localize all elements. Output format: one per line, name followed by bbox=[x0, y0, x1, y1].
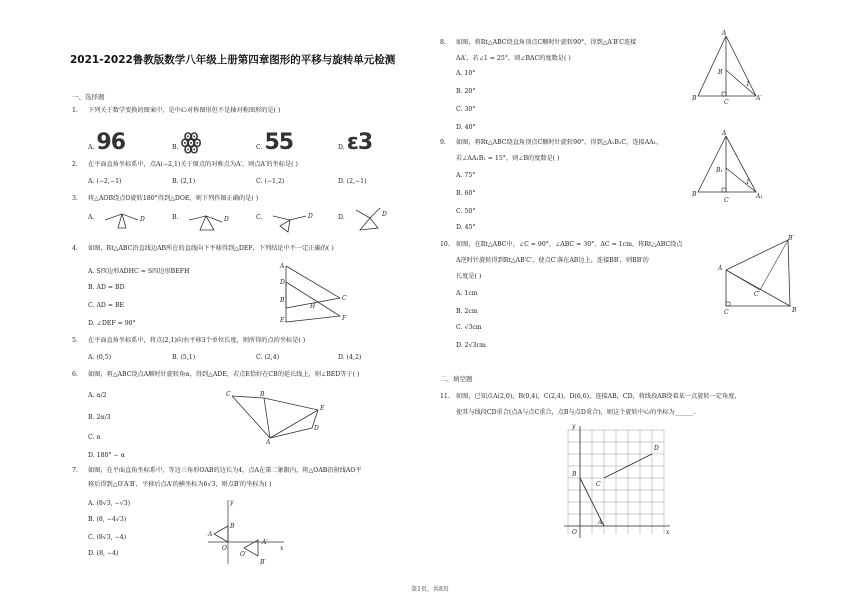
question-8: 8. 如图，将Rt△ABC绕直角顶点C顺时针旋转90°，得到△A′B′C连接 bbox=[440, 39, 637, 46]
svg-text:C: C bbox=[724, 309, 729, 316]
q9-option-a[interactable]: A. 75° bbox=[456, 172, 476, 179]
question-4: 4. 如图，Rt△ABC沿直线边AB所在的直线向下平移得到△DEF，下列结论中不一定正确的( ) bbox=[72, 245, 334, 252]
question-7: 7. 如图，在平面直角坐标系中，等边三角形OAB的边长为4，点A在第二象限内，将△OAB沿射线AO平 bbox=[72, 467, 362, 474]
svg-text:B: B bbox=[230, 523, 235, 530]
svg-text:F: F bbox=[342, 315, 347, 322]
q4-option-d[interactable]: D. ∠DEF = 90° bbox=[88, 320, 136, 327]
svg-text:D: D bbox=[280, 279, 285, 286]
q1-option-b[interactable]: B. ꙮ bbox=[172, 130, 201, 155]
q6-option-c[interactable]: C. α bbox=[88, 434, 101, 441]
svg-text:E: E bbox=[280, 317, 285, 324]
q6-figure bbox=[226, 386, 336, 446]
q10-option-d[interactable]: D. 2√3cm bbox=[456, 342, 486, 349]
question-9: 9. 如图，将Rt△ABC绕直角顶点C顺时针旋转90°，得到△A₁B₁C，连接AA₁， bbox=[440, 139, 663, 146]
q9-figure bbox=[690, 128, 770, 208]
question-7-cont: 移后得到△O′A′B′，平移后点A′的横坐标为6√3，则点B′的坐标为( ) bbox=[88, 481, 272, 488]
svg-text:A: A bbox=[722, 30, 727, 37]
question-10: 10. 如图，在Rt△ABC中，∠C = 90°，∠ABC = 30°，AC = 1cm，将Rt△ABC绕点 bbox=[440, 241, 683, 248]
q5-option-b[interactable]: B. (5,1) bbox=[172, 354, 196, 361]
question-3: 3. 将△AOB绕点O旋转180°得到△DOE，则下列作图正确的是( ) bbox=[72, 195, 259, 202]
svg-text:y: y bbox=[572, 423, 576, 430]
svg-text:H: H bbox=[310, 303, 316, 310]
q4-figure bbox=[278, 260, 358, 330]
q1-option-d[interactable]: D. ɛ3 bbox=[338, 130, 373, 155]
svg-text:D: D bbox=[224, 216, 229, 223]
svg-text:B′: B′ bbox=[788, 235, 794, 242]
q10-figure bbox=[716, 232, 816, 316]
q4-option-c[interactable]: C. AD = BE bbox=[88, 302, 125, 309]
page-footer: 第1页，共8页 bbox=[411, 586, 449, 593]
svg-text:x: x bbox=[666, 529, 670, 536]
q3-figure-d bbox=[350, 204, 410, 238]
q8-option-d[interactable]: D. 40° bbox=[456, 124, 476, 131]
q7-option-b[interactable]: B. (8, −4√3) bbox=[88, 516, 127, 523]
svg-text:E: E bbox=[320, 405, 325, 412]
svg-text:C: C bbox=[596, 481, 601, 488]
svg-text:D: D bbox=[314, 425, 319, 432]
q9-option-d[interactable]: D. 45° bbox=[456, 224, 476, 231]
svg-text:A′: A′ bbox=[262, 539, 268, 546]
svg-text:A: A bbox=[718, 265, 723, 272]
q8-option-c[interactable]: C. 30° bbox=[456, 106, 476, 113]
q7-figure bbox=[204, 496, 288, 568]
q1-figure-a: 96 bbox=[96, 130, 126, 155]
svg-text:x: x bbox=[280, 545, 284, 552]
svg-text:B: B bbox=[692, 95, 697, 102]
q7-option-a[interactable]: A. (8√3, −√3) bbox=[88, 500, 131, 507]
svg-text:O: O bbox=[222, 545, 227, 552]
svg-text:A: A bbox=[266, 439, 271, 446]
svg-text:C′: C′ bbox=[754, 291, 760, 298]
q9-option-b[interactable]: B. 60° bbox=[456, 190, 476, 197]
q5-option-a[interactable]: A. (0,5) bbox=[88, 354, 112, 361]
svg-text:1: 1 bbox=[746, 81, 750, 88]
question-11: 11. 如图，已知点A(2,0)，B(0,4)，C(2,4)，D(6,6)，连接AB，CD，将线段AB绕着某一点旋转一定角度， bbox=[440, 393, 741, 400]
q9-option-c[interactable]: C. 50° bbox=[456, 208, 476, 215]
q1-option-c[interactable]: C. 55 bbox=[256, 130, 294, 155]
question-10-cont: A逆时针旋转得到Rt△AB′C′，使点C′落在AB边上，连接BB′，则BB′的 bbox=[456, 257, 649, 264]
q10-option-a[interactable]: A. 1cm bbox=[456, 290, 478, 297]
q2-option-b[interactable]: B. (2,1) bbox=[172, 178, 196, 185]
question-10-cont2: 长度是( ) bbox=[456, 273, 482, 280]
svg-text:A: A bbox=[208, 531, 213, 538]
q7-option-d[interactable]: D. (8, −4) bbox=[88, 550, 119, 557]
q8-figure bbox=[690, 28, 770, 108]
svg-text:B′: B′ bbox=[260, 559, 266, 566]
q3-option-c[interactable]: C. bbox=[256, 214, 263, 221]
question-1: 1. 下列关于数学变换的图案中，是中心对称图形但不是轴对称图形的是( ) bbox=[72, 107, 281, 114]
question-11-cont: 使其与线段CD重合(点A与点C重合，点B与点D重合)，则这个旋转中心的坐标为______. bbox=[456, 409, 696, 416]
q2-option-a[interactable]: A. (−2,−1) bbox=[88, 178, 122, 185]
page-title: 2021-2022鲁教版数学八年级上册第四章图形的平移与旋转单元检测 bbox=[70, 54, 396, 66]
svg-text:B: B bbox=[792, 307, 797, 314]
question-8-cont: AA′，若∠1 = 25°，则∠BAC的度数是( ) bbox=[456, 55, 571, 62]
svg-text:B₁: B₁ bbox=[716, 167, 723, 174]
q1-option-a[interactable]: A. 96 bbox=[88, 130, 126, 155]
question-9-cont: 若∠AA₁B₁ = 15°，则∠B的度数是( ) bbox=[456, 155, 560, 162]
q1-figure-d: ɛ3 bbox=[346, 130, 373, 155]
svg-text:D: D bbox=[654, 445, 659, 452]
svg-text:A₁: A₁ bbox=[756, 193, 763, 200]
q6-option-d[interactable]: D. 180° − α bbox=[88, 452, 125, 459]
q3-figure-b bbox=[184, 206, 244, 236]
q11-figure bbox=[556, 420, 676, 544]
q4-option-b[interactable]: B. AD = BD bbox=[88, 284, 125, 291]
section-choice-heading: 一、选择题 bbox=[72, 93, 105, 101]
svg-text:B: B bbox=[280, 297, 285, 304]
svg-text:C: C bbox=[724, 99, 729, 106]
q8-option-b[interactable]: B. 20° bbox=[456, 88, 476, 95]
question-5: 5. 在平面直角坐标系中，将点(2,1)向右平移3个单位长度，则所得的点的坐标是( ) bbox=[72, 337, 306, 344]
svg-text:D: D bbox=[140, 216, 145, 223]
svg-text:C: C bbox=[342, 295, 347, 302]
q7-option-c[interactable]: C. (8√3, −4) bbox=[88, 534, 127, 541]
svg-text:1: 1 bbox=[746, 179, 750, 186]
q10-option-b[interactable]: B. 2cm bbox=[456, 308, 478, 315]
svg-text:B: B bbox=[692, 191, 697, 198]
question-2: 2. 在平面直角坐标系中，点A(−2,1)关于原点的对称点为A′，则点A′的坐标是( ) bbox=[72, 161, 298, 168]
q5-option-c[interactable]: C. (2,4) bbox=[256, 354, 280, 361]
q6-option-a[interactable]: A. α/2 bbox=[88, 392, 107, 399]
svg-text:C: C bbox=[226, 391, 231, 398]
svg-text:A: A bbox=[598, 519, 603, 526]
svg-text:A: A bbox=[280, 263, 285, 270]
svg-text:D: D bbox=[382, 211, 387, 218]
svg-text:A′: A′ bbox=[756, 95, 762, 102]
q8-option-a[interactable]: A. 10° bbox=[456, 70, 476, 77]
svg-text:O′: O′ bbox=[240, 551, 247, 558]
q2-option-d[interactable]: D. (2,−1) bbox=[338, 178, 367, 185]
svg-text:C: C bbox=[724, 197, 729, 204]
q3-figure-a bbox=[100, 206, 160, 236]
q10-option-c[interactable]: C. √3cm bbox=[456, 324, 482, 331]
q3-option-b[interactable]: B. bbox=[172, 214, 179, 221]
svg-text:D: D bbox=[308, 213, 313, 220]
q3-figure-c bbox=[268, 206, 328, 236]
q1-figure-b: ꙮ bbox=[180, 130, 201, 155]
svg-text:B: B bbox=[572, 471, 577, 478]
q2-option-c[interactable]: C. (−1,2) bbox=[256, 178, 285, 185]
svg-text:B′: B′ bbox=[718, 69, 724, 76]
section-fill-heading: 二、填空题 bbox=[440, 375, 473, 383]
q6-option-b[interactable]: B. 2α/3 bbox=[88, 414, 111, 421]
q5-option-d[interactable]: D. (4,2) bbox=[338, 354, 362, 361]
q3-option-a[interactable]: A. bbox=[88, 214, 95, 221]
q3-option-d[interactable]: D. bbox=[338, 214, 345, 221]
svg-text:B: B bbox=[260, 391, 265, 398]
svg-text:A: A bbox=[722, 130, 727, 137]
svg-text:O: O bbox=[572, 529, 577, 536]
question-6: 6. 如图，将△ABC绕点A顺时针旋转角α，得到△ADE，若点E恰好在CB的延长线上，则∠BED等于( ) bbox=[72, 371, 360, 378]
q4-option-a[interactable]: A. S四边形ADHC = S四边形BEFH bbox=[88, 268, 190, 275]
svg-text:y: y bbox=[230, 499, 234, 506]
q1-figure-c: 55 bbox=[264, 130, 294, 155]
